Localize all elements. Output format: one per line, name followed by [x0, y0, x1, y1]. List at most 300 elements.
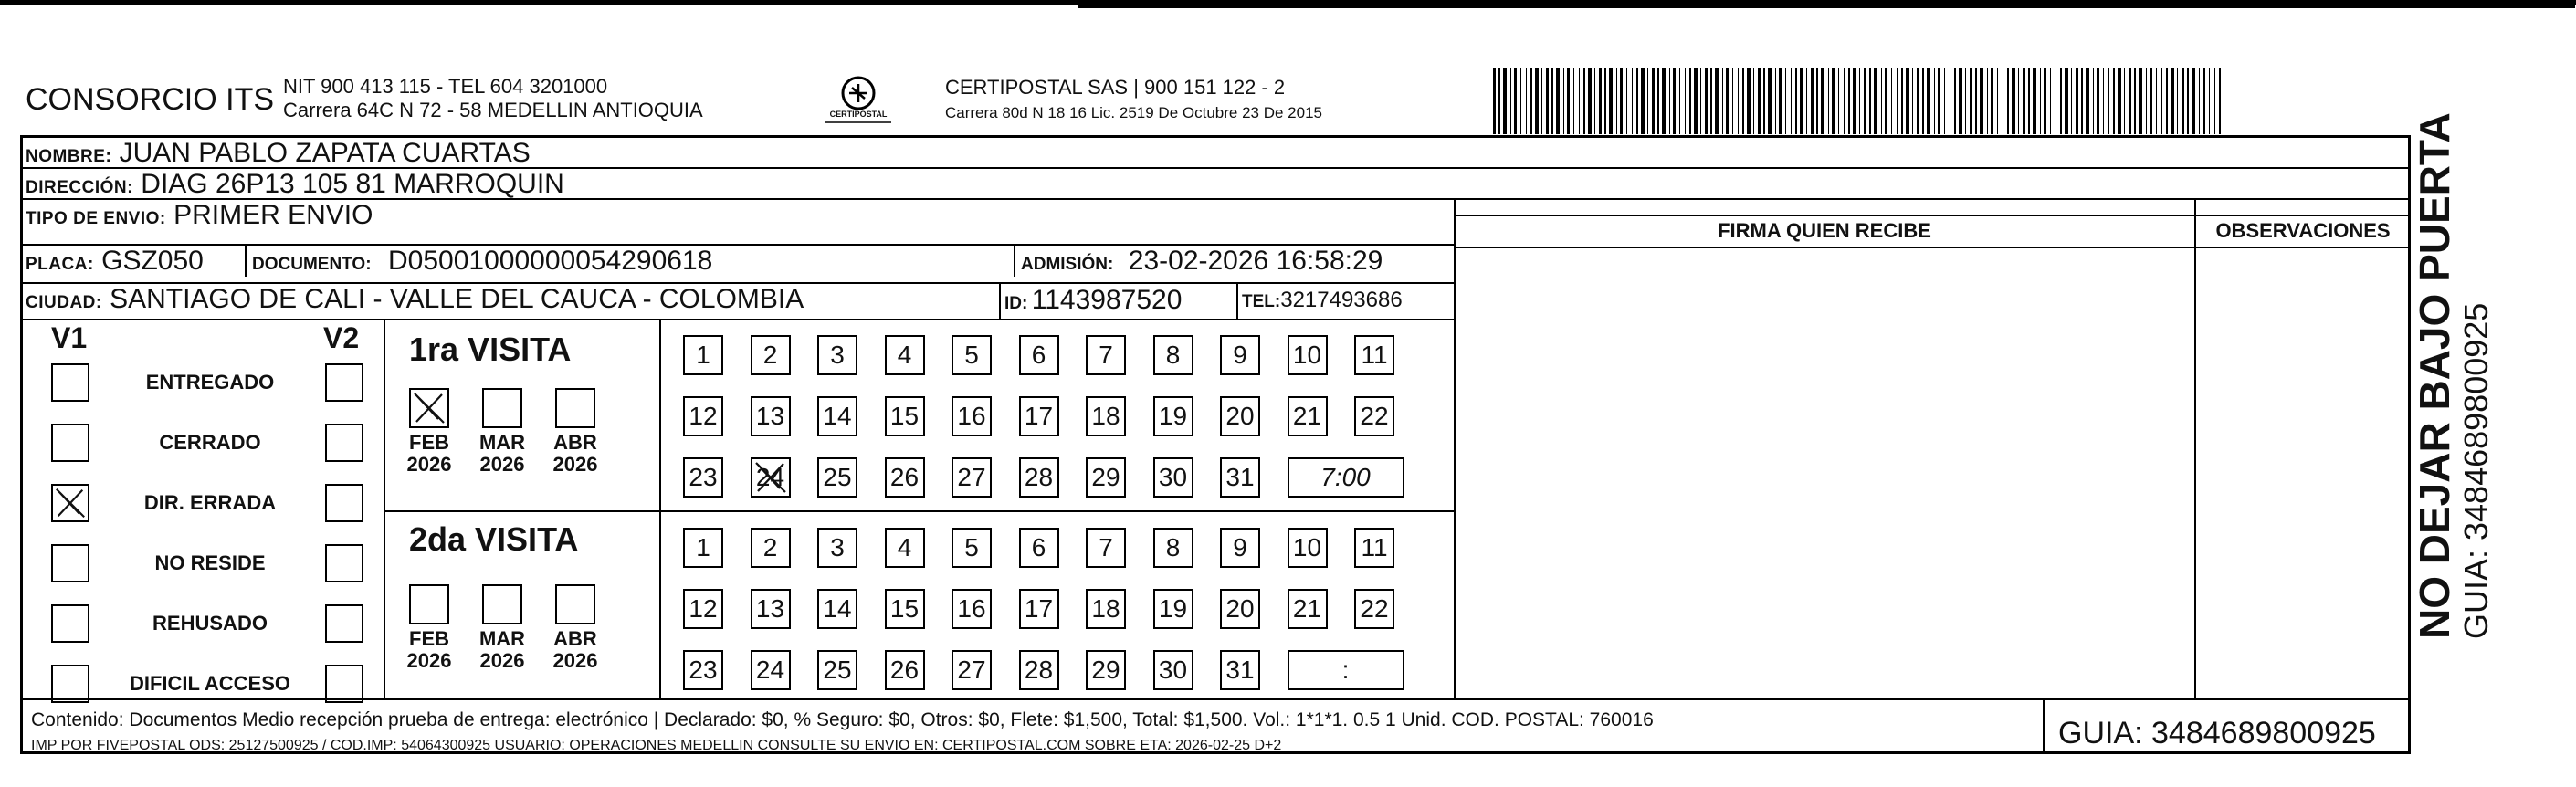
barcode-bar: [1541, 68, 1542, 134]
day-number: 26: [889, 656, 920, 684]
day-number: 29: [1091, 463, 1120, 491]
status-label: DIFICIL ACCESO: [129, 672, 290, 695]
day-box[interactable]: [1086, 589, 1126, 629]
month-label: [473, 432, 531, 476]
no-dejar-warning: NO DEJAR BAJO PUERTA: [2411, 112, 2458, 639]
barcode-bar: [1997, 68, 1998, 134]
day-box[interactable]: [1220, 650, 1260, 690]
barcode-bar: [1806, 68, 1807, 134]
day-box[interactable]: [885, 528, 925, 568]
barcode-bar: [1828, 68, 1829, 134]
barcode-bar: [1917, 68, 1919, 134]
barcode-bar: [1722, 68, 1723, 134]
v2-checkbox[interactable]: [325, 363, 363, 402]
barcode-bar: [1510, 68, 1511, 134]
barcode-bar: [1779, 68, 1782, 134]
day-box[interactable]: [1153, 528, 1193, 568]
day-number: 2: [762, 533, 778, 561]
barcode-bar: [1874, 68, 1877, 134]
status-label: CERRADO: [159, 431, 261, 454]
barcode-bar: [2081, 68, 2083, 134]
day-box[interactable]: [1019, 650, 1059, 690]
day-number: 26: [889, 463, 920, 491]
barcode-bar: [2023, 68, 2025, 134]
id-value: 1143987520: [1031, 285, 1183, 315]
v1-checkbox[interactable]: [51, 604, 89, 643]
day-box[interactable]: [1220, 457, 1260, 498]
divider-footer-guia: [2043, 698, 2045, 754]
month-name: FEB: [409, 627, 449, 650]
v2-label: V2: [323, 321, 360, 354]
barcode-bar: [1987, 68, 1988, 134]
barcode-bar: [1763, 68, 1765, 134]
month-year: 2026: [406, 453, 452, 476]
barcode-bar: [1588, 68, 1592, 134]
day-box[interactable]: [683, 528, 723, 568]
barcode-bar: [1673, 68, 1676, 134]
day-box[interactable]: [1354, 528, 1394, 568]
barcode-bar: [1594, 68, 1595, 134]
day-number: 4: [897, 533, 912, 561]
day-box[interactable]: [1354, 589, 1394, 629]
day-box[interactable]: [751, 396, 791, 436]
barcode-bar: [2018, 68, 2019, 134]
time-field[interactable]: [1288, 650, 1404, 690]
month-checkbox[interactable]: [482, 584, 522, 624]
month-year: 2026: [479, 453, 525, 476]
day-box[interactable]: [1019, 396, 1059, 436]
v1-checkbox[interactable]: [51, 424, 89, 462]
barcode-bar: [2071, 68, 2072, 134]
barcode-bar: [1768, 68, 1772, 134]
barcode-bar: [1844, 68, 1845, 134]
barcode-bar: [1732, 68, 1733, 134]
barcode-bar: [1954, 68, 1956, 134]
day-number: 30: [1158, 656, 1188, 684]
day-box[interactable]: [952, 457, 992, 498]
day-box[interactable]: [751, 335, 791, 375]
v2-checkbox[interactable]: [325, 604, 363, 643]
id-field: [1004, 284, 1182, 321]
barcode-bar: [1927, 68, 1930, 134]
day-number: 11: [1361, 341, 1388, 369]
barcode-bar: [2199, 68, 2200, 134]
barcode-bar: [2146, 68, 2147, 134]
day-number: 7: [1099, 533, 1113, 561]
day-number: 29: [1091, 656, 1120, 684]
side-guia: GUIA: 3484689800925: [2457, 302, 2495, 639]
day-box[interactable]: [751, 528, 791, 568]
day-box[interactable]: [885, 650, 925, 690]
barcode-bar: [1975, 68, 1977, 134]
barcode-bar: [2103, 68, 2104, 134]
day-number: 25: [823, 656, 852, 684]
company-name: CONSORCIO ITS: [26, 82, 275, 117]
barcode-bar: [1599, 68, 1602, 134]
barcode-bar: [1726, 68, 1729, 134]
day-number: 25: [823, 463, 852, 491]
barcode-bar: [2161, 68, 2162, 134]
day-box[interactable]: [1019, 528, 1059, 568]
documento-field: [252, 246, 712, 281]
divider-tel: [1236, 284, 1238, 319]
v1-checkbox[interactable]: [51, 665, 89, 703]
day-number: 11: [1361, 533, 1388, 561]
barcode-bar: [1647, 68, 1648, 134]
tipo-value: PRIMER ENVIO: [173, 200, 373, 230]
second-visit-label: 2da VISITA: [409, 520, 579, 558]
day-box[interactable]: [952, 650, 992, 690]
barcode-bar: [2134, 68, 2136, 134]
divider-footer: [20, 698, 2411, 700]
day-box[interactable]: [817, 335, 857, 375]
barcode-bar: [2050, 68, 2051, 134]
status-label: DIR. ERRADA: [143, 491, 277, 514]
month-checkbox[interactable]: [555, 584, 595, 624]
barcode-bar: [1689, 68, 1691, 134]
day-number: 15: [889, 594, 920, 623]
time-value: :: [1341, 656, 1350, 684]
barcode-bar: [1551, 68, 1553, 134]
certipostal-logo: [813, 73, 904, 130]
barcode-bar: [1669, 68, 1670, 134]
divider-days: [659, 319, 661, 698]
barcode-bar: [1838, 68, 1839, 134]
barcode-bar: [1991, 68, 1993, 134]
barcode-bar: [1604, 68, 1606, 134]
barcode-bar: [2129, 68, 2131, 134]
admision-field: [1021, 246, 1383, 281]
footer-content: Contenido: Documentos Medio recepción prueba de entrega: electrónico | Declarado: $0, % Seguro: $0, Otros: $0, Flete: $1,500, Total: $1,500. Vol.: 1*1*1. 0.5 1 Unid. COD. POSTAL: 760016: [31, 709, 1654, 730]
barcode-bar: [1579, 68, 1580, 134]
month-checkbox[interactable]: [409, 584, 449, 624]
divider-visits: [384, 319, 385, 698]
barcode-bar: [2177, 68, 2178, 134]
carrier-nit: CERTIPOSTAL SAS | 900 151 122 - 2: [945, 76, 1286, 99]
barcode-bar: [2187, 68, 2189, 134]
nombre-label: NOMBRE:: [26, 147, 112, 166]
barcode-bar: [1685, 68, 1686, 134]
row-tipo: [20, 200, 1454, 231]
barcode-bar: [2060, 68, 2062, 134]
day-box[interactable]: [1288, 396, 1328, 436]
month-name: MAR: [478, 431, 526, 454]
barcode-bar: [2124, 68, 2125, 134]
day-box[interactable]: [1019, 589, 1059, 629]
day-number: 31: [1225, 463, 1255, 491]
day-number: 9: [1233, 533, 1247, 561]
day-box[interactable]: [952, 528, 992, 568]
day-number: 4: [897, 341, 912, 369]
day-box[interactable]: [817, 457, 857, 498]
barcode-bar: [2150, 68, 2152, 134]
v2-checkbox[interactable]: [325, 484, 363, 522]
barcode-bar: [1715, 68, 1719, 134]
day-number: 2: [762, 341, 778, 369]
barcode-bar: [2214, 68, 2215, 134]
day-number: 7: [1099, 341, 1113, 369]
day-number: 13: [755, 594, 785, 623]
month-checkbox[interactable]: [482, 388, 522, 428]
divider-firma-left: [1454, 200, 1456, 698]
day-number: 6: [1031, 341, 1046, 369]
status-label: REHUSADO: [152, 612, 268, 635]
barcode-bar: [2065, 68, 2068, 134]
barcode-bar: [1583, 68, 1585, 134]
day-box[interactable]: [1153, 396, 1193, 436]
day-box[interactable]: [751, 589, 791, 629]
barcode-bar: [1906, 68, 1909, 134]
month-label: [546, 432, 605, 476]
day-number: 30: [1158, 463, 1188, 491]
divider-visit-rows: [384, 510, 1454, 512]
divider-obs-left: [2194, 200, 2196, 698]
day-box[interactable]: [751, 650, 791, 690]
firma-header: FIRMA QUIEN RECIBE: [1718, 219, 1931, 242]
day-box[interactable]: [683, 396, 723, 436]
logo-text: CERTIPOSTAL: [829, 110, 888, 119]
day-number: 3: [830, 341, 845, 369]
barcode-bar: [2033, 68, 2036, 134]
barcode-bar: [2012, 68, 2015, 134]
day-box[interactable]: [1086, 396, 1126, 436]
ciudad-label: CIUDAD:: [26, 293, 102, 312]
day-box[interactable]: [1153, 650, 1193, 690]
barcode-bar: [2156, 68, 2157, 134]
v1-checkbox[interactable]: [51, 484, 89, 522]
admision-label: ADMISIÓN:: [1021, 255, 1114, 274]
day-number: 23: [689, 656, 718, 684]
divider-firma-header: [1454, 247, 2411, 248]
barcode-bar: [1800, 68, 1803, 134]
month-year: 2026: [406, 649, 452, 672]
time-value: 7:00: [1320, 463, 1371, 491]
day-number: 20: [1225, 402, 1255, 430]
barcode-bar: [2108, 68, 2109, 134]
day-number: 23: [689, 463, 718, 491]
tipo-label: TIPO DE ENVIO:: [26, 209, 166, 228]
month-label: [473, 628, 531, 672]
day-box[interactable]: [1153, 589, 1193, 629]
barcode-bar: [1891, 68, 1892, 134]
barcode-bar: [1775, 68, 1776, 134]
first-visit-label: 1ra VISITA: [409, 331, 572, 368]
day-box[interactable]: [885, 396, 925, 436]
barcode-bar: [1556, 68, 1560, 134]
barcode-bar: [1616, 68, 1617, 134]
barcode-bar: [1705, 68, 1708, 134]
v1-checkbox[interactable]: [51, 544, 89, 582]
barcode-bar: [2192, 68, 2195, 134]
barcode-bar: [1753, 68, 1754, 134]
day-box[interactable]: [817, 650, 857, 690]
company-address: Carrera 64C N 72 - 58 MEDELLIN ANTIOQUIA: [283, 99, 703, 121]
day-box[interactable]: [1019, 457, 1059, 498]
barcode-bar: [1758, 68, 1761, 134]
barcode-bar: [1546, 68, 1549, 134]
carrier-info: [945, 75, 1322, 126]
barcode-bar: [1832, 68, 1835, 134]
observaciones-header: OBSERVACIONES: [2215, 219, 2391, 242]
day-box[interactable]: [1288, 528, 1328, 568]
barcode-bar: [2086, 68, 2089, 134]
day-number: 14: [823, 594, 852, 623]
barcode-bar: [2076, 68, 2078, 134]
barcode: [1493, 68, 2224, 134]
day-box[interactable]: [683, 650, 723, 690]
barcode-bar: [1620, 68, 1623, 134]
day-number: 5: [964, 341, 979, 369]
day-number: 22: [1360, 594, 1389, 623]
day-number: 27: [957, 463, 986, 491]
day-box[interactable]: [1288, 589, 1328, 629]
day-box[interactable]: [952, 335, 992, 375]
barcode-bar: [1864, 68, 1866, 134]
day-number: 12: [689, 402, 718, 430]
barcode-bar: [1795, 68, 1797, 134]
day-number: 6: [1031, 533, 1046, 561]
divider-id: [999, 284, 1001, 319]
day-number: 1: [696, 533, 710, 561]
day-box[interactable]: [817, 528, 857, 568]
day-box[interactable]: [1220, 335, 1260, 375]
day-number: 24: [755, 656, 785, 684]
direccion-value: DIAG 26P13 105 81 MARROQUIN: [141, 169, 564, 199]
day-box[interactable]: [817, 396, 857, 436]
day-number: 3: [830, 533, 845, 561]
day-box[interactable]: [1354, 335, 1394, 375]
day-box[interactable]: [683, 589, 723, 629]
barcode-bar: [1848, 68, 1850, 134]
day-box[interactable]: [952, 396, 992, 436]
barcode-bar: [1742, 68, 1744, 134]
month-year: 2026: [552, 453, 598, 476]
day-number: 31: [1225, 656, 1255, 684]
v2-checkbox[interactable]: [325, 424, 363, 462]
barcode-bar: [2093, 68, 2094, 134]
day-number: 19: [1158, 402, 1188, 430]
day-number: 1: [696, 341, 710, 369]
day-box[interactable]: [1086, 457, 1126, 498]
day-number: 8: [1165, 341, 1181, 369]
day-number: 24: [755, 463, 785, 491]
time-field[interactable]: [1288, 457, 1404, 498]
month-name: FEB: [409, 431, 449, 454]
documento-value: D05001000000054290618: [388, 246, 713, 276]
status-label: NO RESIDE: [154, 551, 266, 574]
day-box[interactable]: [817, 589, 857, 629]
admision-value: 23-02-2026 16:58:29: [1128, 246, 1383, 276]
barcode-bar: [1503, 68, 1507, 134]
v2-checkbox[interactable]: [325, 544, 363, 582]
divider-placa: [245, 246, 247, 277]
barcode-bar: [2166, 68, 2168, 134]
barcode-bar: [1520, 68, 1521, 134]
barcode-bar: [1700, 68, 1701, 134]
placa-label: PLACA:: [26, 255, 94, 274]
nombre-value: JUAN PABLO ZAPATA CUARTAS: [119, 138, 531, 168]
barcode-bar: [1535, 68, 1539, 134]
v1-label: V1: [51, 321, 88, 354]
barcode-bar: [1881, 68, 1882, 134]
barcode-bar: [1657, 68, 1659, 134]
day-box[interactable]: [1220, 396, 1260, 436]
day-box[interactable]: [952, 589, 992, 629]
day-box[interactable]: [751, 457, 791, 498]
month-checkbox[interactable]: [409, 388, 449, 428]
barcode-bar: [2040, 68, 2041, 134]
barcode-bar: [2171, 68, 2174, 134]
day-box[interactable]: [683, 457, 723, 498]
day-number: 27: [957, 656, 986, 684]
month-label: [400, 432, 458, 476]
day-number: 20: [1225, 594, 1255, 623]
day-box[interactable]: [885, 457, 925, 498]
barcode-bar: [1934, 68, 1935, 134]
barcode-bar: [1853, 68, 1856, 134]
day-box[interactable]: [1220, 528, 1260, 568]
carrier-address: Carrera 80d N 18 16 Lic. 2519 De Octubre 23 De 2015: [945, 104, 1322, 121]
barcode-bar: [1980, 68, 1983, 134]
barcode-bar: [1816, 68, 1818, 134]
day-box[interactable]: [1153, 457, 1193, 498]
footer-guia: GUIA: 3484689800925: [2058, 716, 2376, 750]
month-name: ABR: [553, 431, 597, 454]
month-year: 2026: [479, 649, 525, 672]
day-number: 21: [1292, 402, 1322, 430]
barcode-bar: [1965, 68, 1966, 134]
barcode-bar: [2203, 68, 2205, 134]
v1-checkbox[interactable]: [51, 363, 89, 402]
barcode-bar: [1885, 68, 1887, 134]
placa-value: GSZ050: [101, 246, 204, 276]
row-direccion: [20, 169, 2411, 200]
day-box[interactable]: [1153, 335, 1193, 375]
day-box[interactable]: [1086, 650, 1126, 690]
barcode-bar: [2113, 68, 2115, 134]
barcode-bar: [1959, 68, 1962, 134]
day-box[interactable]: [885, 589, 925, 629]
id-label: ID:: [1004, 294, 1028, 313]
barcode-bar: [2044, 68, 2046, 134]
day-number: 18: [1091, 594, 1120, 623]
day-box[interactable]: [683, 335, 723, 375]
barcode-bar: [1970, 68, 1972, 134]
day-box[interactable]: [1220, 589, 1260, 629]
barcode-bar: [1493, 68, 1496, 134]
month-checkbox[interactable]: [555, 388, 595, 428]
barcode-bar: [1747, 68, 1751, 134]
day-number: 28: [1024, 463, 1054, 491]
barcode-bar: [1641, 68, 1645, 134]
day-box[interactable]: [1086, 335, 1126, 375]
day-number: 19: [1158, 594, 1188, 623]
barcode-bar: [2097, 68, 2099, 134]
barcode-bar: [1901, 68, 1903, 134]
barcode-bar: [2209, 68, 2210, 134]
day-number: 5: [964, 533, 979, 561]
month-name: MAR: [478, 627, 526, 650]
day-box[interactable]: [1019, 335, 1059, 375]
day-box[interactable]: [885, 335, 925, 375]
day-box[interactable]: [1354, 396, 1394, 436]
documento-label: DOCUMENTO:: [252, 255, 372, 274]
divider-admision: [1014, 246, 1015, 277]
day-number: 18: [1091, 402, 1120, 430]
v2-checkbox[interactable]: [325, 665, 363, 703]
day-box[interactable]: [1288, 335, 1328, 375]
day-box[interactable]: [1086, 528, 1126, 568]
